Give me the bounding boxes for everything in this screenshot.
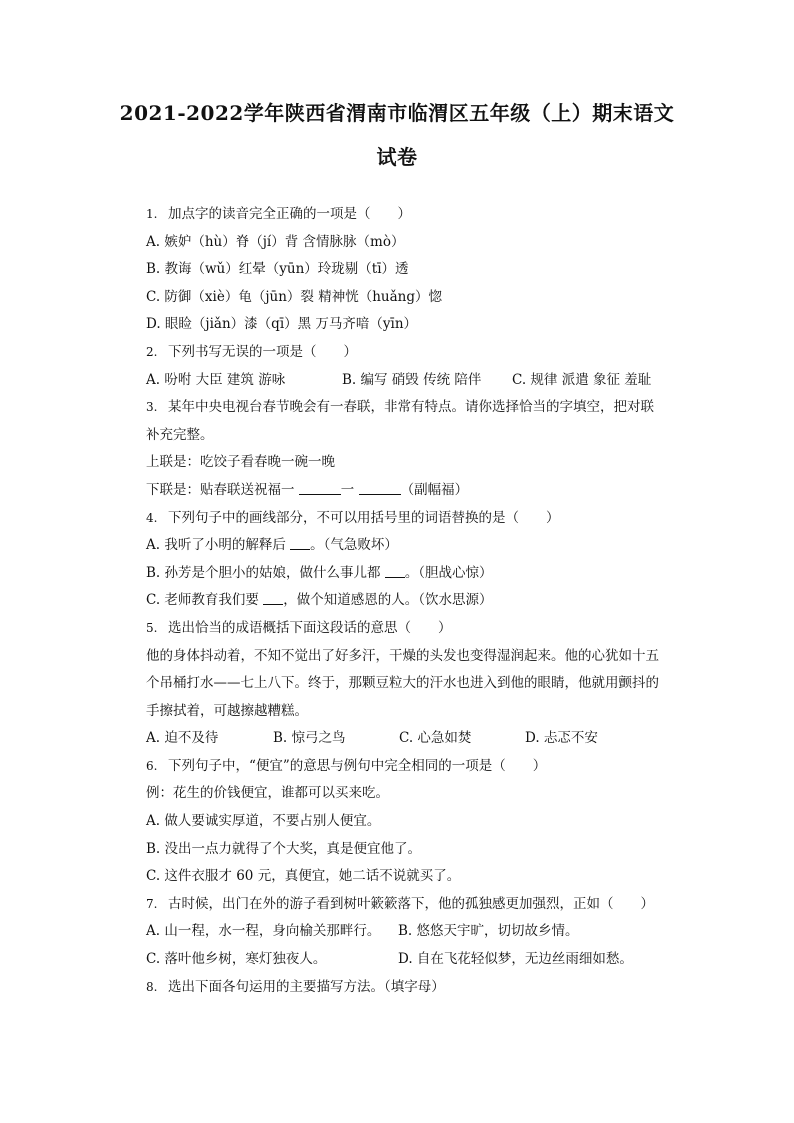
question-number: 7.: [146, 896, 158, 911]
question-1-option-a: A. 嫉妒（hù）脊（jí）背 含情脉脉（mò）: [146, 233, 405, 250]
question-6-option-b: B. 没出一点力就得了个大奖，真是便宜他了。: [146, 840, 422, 857]
question-7-option-d: D. 自在飞花轻似梦，无边丝雨细如愁。: [398, 951, 633, 968]
question-7-options-row-2: [146, 946, 686, 974]
question-text: 下列句子中，“便宜”的意思与例句中完全相同的一项是（ ）: [168, 757, 547, 774]
question-5-option-c: C. 心急如焚: [399, 730, 472, 747]
question-8-stem: [146, 974, 686, 1002]
question-6-option-a: A. 做人要诚实厚道，不要占别人便宜。: [146, 813, 381, 830]
question-6-stem: [146, 753, 686, 781]
exam-title-line-1: 2021-2022学年陕西省渭南市临渭区五年级（上）期末语文: [119, 101, 675, 125]
question-text: 某年中央电视台春节晚会有一春联，非常有特点。请你选择恰当的字填空，把对联: [168, 399, 654, 416]
question-1-option-d: D. 眼睑（jiǎn）漆（qī）黑 万马齐喑（yīn）: [146, 316, 418, 333]
question-1-stem: [146, 201, 686, 229]
question-number: 2.: [146, 344, 158, 359]
question-1-option-c: C. 防御（xiè）龟（jūn）裂 精神恍（huǎng）惚: [146, 288, 442, 305]
question-number: 4.: [146, 510, 158, 525]
question-6-option-c: C. 这件衣服才 60 元，真便宜，她二话不说就买了。: [146, 868, 461, 885]
underlined-blank: [290, 535, 310, 550]
question-3-upper-couplet: 上联是：吃饺子看春晚一碗一晚: [146, 454, 335, 471]
question-5-options: [146, 725, 686, 753]
question-number: 8.: [146, 979, 158, 994]
question-7-stem: [146, 891, 686, 919]
question-2-option-b: B. 编写 硝毁 传统 陪伴: [342, 371, 482, 388]
question-text: 选出下面各句运用的主要描写方法。（填字母）: [168, 978, 445, 995]
question-5-option-b: B. 惊弓之鸟: [273, 730, 346, 747]
answer-blank-2[interactable]: [359, 480, 401, 495]
exam-content: [146, 201, 686, 1001]
lower-couplet-text: 下联是：贴春联送祝福一: [146, 481, 295, 498]
question-5-passage-line-3: 手擦拭着，可越擦越糟糕。: [146, 702, 308, 719]
question-4-option-a: [146, 532, 686, 560]
question-number: 1.: [146, 207, 158, 221]
lower-couplet-choices: （副幅福）: [400, 481, 469, 498]
question-5-passage-line-1: 他的身体抖动着，不知不觉出了好多汗，干燥的头发也变得湿润起来。他的心犹如十五: [146, 647, 659, 664]
question-2-options: [146, 367, 686, 395]
option-text: C. 老师教育我们要: [146, 592, 259, 609]
question-2-stem: [146, 339, 686, 367]
question-7-option-b: B. 悠悠天宇旷，切切故乡情。: [398, 923, 579, 940]
question-3-stem-line-2: 补充完整。: [146, 426, 214, 443]
question-1-option-b: B. 教诲（wǔ）红晕（yūn）玲珑剔（tī）透: [146, 261, 409, 278]
underlined-blank: [263, 590, 283, 605]
option-text-tail: 。（胆战心惊）: [404, 564, 493, 581]
lower-couplet-sep: 一: [340, 481, 355, 498]
underlined-blank: [385, 563, 405, 578]
question-text: 加点字的读音完全正确的一项是（ ）: [168, 206, 411, 222]
answer-blank-1[interactable]: [299, 480, 341, 495]
exam-title-line-2: 试卷: [376, 145, 418, 169]
question-5-passage-line-2: 个吊桶打水——七上八下。终于，那颗豆粒大的汗水也进入到他的眼睛，他就用颤抖的: [146, 675, 659, 692]
question-text: 下列句子中的画线部分，不可以用括号里的词语替换的是（ ）: [168, 509, 560, 526]
option-text: A. 我听了小明的解释后: [146, 537, 286, 554]
question-7-options-row-1: [146, 918, 686, 946]
question-2-option-a: A. 吩咐 大臣 建筑 游咏: [146, 371, 286, 388]
question-text: 古时候，出门在外的游子看到树叶簌簌落下，他的孤独感更加强烈，正如（ ）: [168, 895, 654, 912]
question-4-option-c: [146, 587, 686, 615]
question-text: 下列书写无误的一项是（ ）: [168, 343, 357, 360]
question-6-example: 例：花生的价钱便宜，谁都可以买来吃。: [146, 785, 389, 802]
question-5-option-d: D. 忐忑不安: [525, 730, 598, 747]
question-number: 6.: [146, 758, 158, 773]
question-2-option-c: C. 规律 派遣 象征 羞耻: [512, 371, 652, 388]
question-number: 3.: [146, 400, 158, 415]
question-3-stem-line-1: [146, 394, 686, 422]
question-5-stem: [146, 615, 686, 643]
question-4-option-b: [146, 560, 686, 588]
question-3-lower-couplet: [146, 477, 686, 505]
option-text-tail: 。（气急败坏）: [310, 537, 398, 554]
question-7-option-a: A. 山一程，水一程，身向榆关那畔行。: [146, 923, 381, 940]
question-5-option-a: A. 迫不及待: [146, 730, 219, 747]
question-text: 选出恰当的成语概括下面这段话的意思（ ）: [168, 619, 452, 636]
question-number: 5.: [146, 620, 158, 635]
question-7-option-c: C. 落叶他乡树，寒灯独夜人。: [146, 951, 327, 968]
question-4-stem: [146, 505, 686, 533]
option-text-tail: ，做个知道感恩的人。（饮水思源）: [283, 592, 493, 609]
option-text: B. 孙芳是个胆小的姑娘，做什么事儿都: [146, 564, 381, 581]
